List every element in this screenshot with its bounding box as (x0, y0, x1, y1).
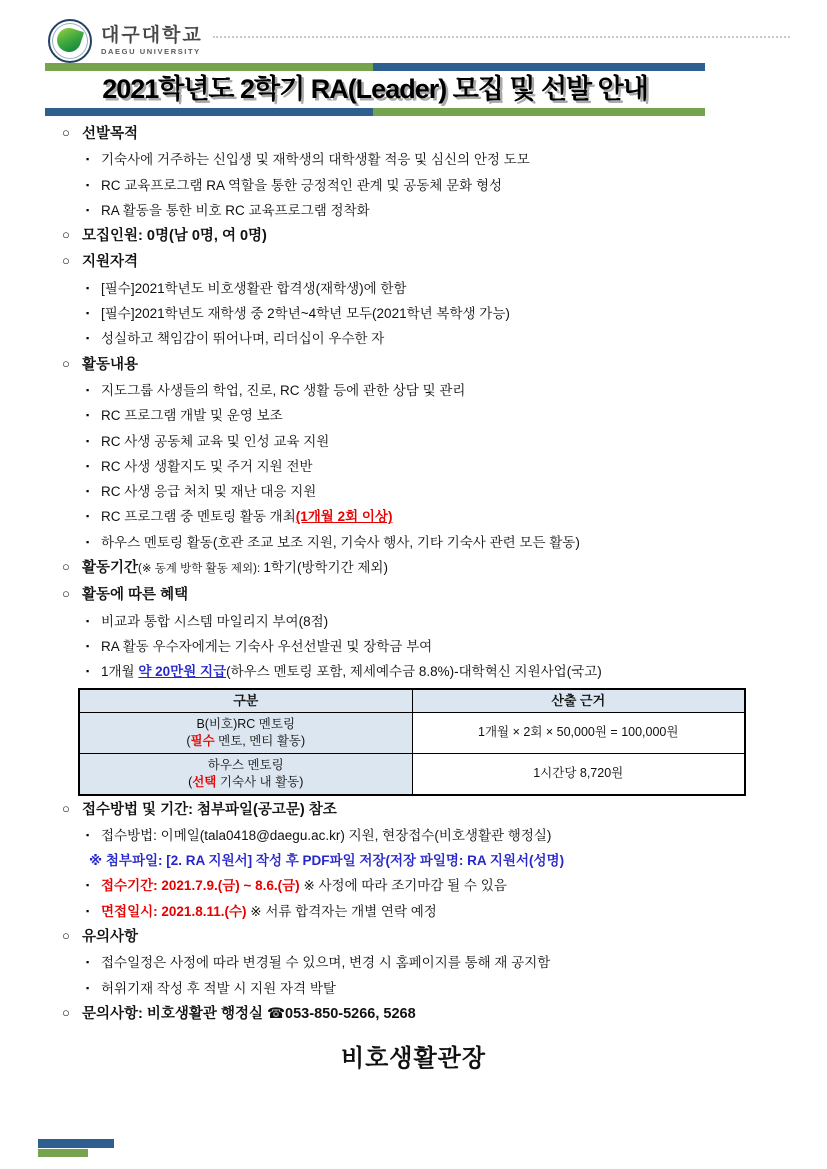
list-item: ▪ 성실하고 책임감이 뛰어나며, 리더십이 우수한 자 (62, 326, 754, 351)
bar-segment-blue (45, 108, 373, 116)
section-title-period: ○ 활동기간(※ 동계 방학 활동 제외): 1학기(방학기간 제외) (62, 555, 754, 582)
bar-segment-green (45, 63, 373, 71)
list-item: ▪ RC 사생 생활지도 및 주거 지원 전반 (62, 454, 754, 479)
square-bullet-icon: ▪ (86, 615, 90, 626)
square-bullet-icon: ▪ (86, 333, 90, 344)
table-cell-label: B(비호)RC 멘토링 (필수 멘토, 멘티 활동) (79, 712, 412, 753)
square-bullet-icon: ▪ (86, 410, 90, 421)
square-bullet-icon: ▪ (86, 204, 90, 215)
university-name: 대구대학교 (101, 25, 203, 47)
section-title-purpose: ○ 선발목적 (62, 121, 754, 147)
list-item-method: ▪ 접수방법: 이메일(tala0418@daegu.ac.kr) 지원, 현장접수(비호생활관 행정실) (62, 823, 754, 848)
university-wordmark (101, 26, 203, 56)
table-cell-label: 하우스 멘토링 (선택 기숙사 내 활동) (79, 753, 412, 795)
list-item-interview: ▪ 면접일시: 2021.8.11.(수) ※ 서류 합격자는 개별 연락 예정 (62, 899, 754, 924)
table-header-category: 구분 (79, 689, 412, 713)
section-title-contact: ○ 문의사항: 비호생활관 행정실 ☎053-850-5266, 5268 (62, 1001, 754, 1027)
list-item-mentoring: ▪ RC 프로그램 중 멘토링 활동 개최(1개월 2회 이상) (62, 504, 754, 529)
pay-amount-highlight: 약 20만원 지급 (138, 664, 227, 680)
section-title-benefits: ○ 활동에 따른 혜택 (62, 582, 754, 608)
attachment-note: ※ 첨부파일: [2. RA 지원서] 작성 후 PDF파일 저장(저장 파일명: RA 지원서(성명) (89, 853, 565, 869)
square-bullet-icon: ▪ (86, 957, 90, 968)
list-item-apply-period: ▪ 접수기간: 2021.7.9.(금) ~ 8.6.(금) ※ 사정에 따라 조기마감 될 수 있음 (62, 873, 754, 898)
square-bullet-icon: ▪ (86, 511, 90, 522)
footer-bar-blue (38, 1139, 114, 1148)
square-bullet-icon: ▪ (86, 179, 90, 190)
square-bullet-icon: ▪ (86, 435, 90, 446)
square-bullet-icon: ▪ (86, 460, 90, 471)
table-cell-value: 1시간당 8,720원 (412, 753, 745, 795)
letterhead (48, 20, 790, 62)
pay-calculation-table (78, 688, 746, 796)
square-bullet-icon: ▪ (86, 880, 90, 891)
list-item: ▪ RC 프로그램 개발 및 운영 보조 (62, 403, 754, 428)
square-bullet-icon: ▪ (86, 536, 90, 547)
square-bullet-icon: ▪ (86, 308, 90, 319)
university-name-en: DAEGU UNIVERSITY (101, 47, 201, 57)
list-item: ▪ 기숙사에 거주하는 신입생 및 재학생의 대학생활 적응 및 심신의 안정 도모 (62, 147, 754, 172)
square-bullet-icon: ▪ (86, 666, 90, 677)
square-bullet-icon: ▪ (86, 282, 90, 293)
list-item: ▪ [필수]2021학년도 비호생활관 합격생(재학생)에 한함 (62, 276, 754, 301)
document-body (62, 121, 754, 1027)
square-bullet-icon: ▪ (86, 829, 90, 840)
section-title-activities: ○ 활동내용 (62, 352, 754, 378)
signature: 비호생활관장 (340, 1045, 487, 1072)
period-value: 1학기(방학기간 제외) (263, 560, 388, 576)
list-item: ▪ RA 활동 우수자에게는 기숙사 우선선발권 및 장학금 부여 (62, 634, 754, 659)
optional-highlight: 선택 (192, 774, 217, 789)
table-header-row (79, 689, 745, 713)
leaf-icon (54, 25, 84, 55)
dotted-rule (213, 36, 790, 38)
list-item: ▪ [필수]2021학년도 재학생 중 2학년~4학년 모두(2021학년 복학생 가능) (62, 301, 754, 326)
list-item: ▪ 비교과 통합 시스템 마일리지 부여(8점) (62, 609, 754, 634)
circle-bullet-icon: ○ (62, 125, 70, 140)
university-logo-icon (48, 19, 92, 63)
title-bar-top (45, 63, 705, 71)
square-bullet-icon: ▪ (86, 640, 90, 651)
circle-bullet-icon: ○ (62, 586, 70, 602)
apply-period-highlight: 접수기간: 2021.7.9.(금) ~ 8.6.(금) (101, 878, 300, 894)
bar-segment-blue (373, 63, 705, 71)
square-bullet-icon: ▪ (86, 154, 90, 165)
circle-bullet-icon: ○ (62, 1004, 70, 1020)
circle-bullet-icon: ○ (62, 355, 70, 371)
period-note: (※ 동계 방학 활동 제외): (138, 563, 264, 576)
list-item: ▪ 허위기재 작성 후 적발 시 지원 자격 박탈 (62, 976, 754, 1001)
page-title: 2021학년도 2학기 RA(Leader) 모집 및 선발 안내 (102, 74, 648, 104)
square-bullet-icon: ▪ (86, 905, 90, 916)
circle-bullet-icon: ○ (62, 800, 70, 816)
circle-bullet-icon: ○ (62, 559, 70, 575)
circle-bullet-icon: ○ (62, 928, 70, 944)
table-row (79, 712, 745, 753)
title-bar-bottom (45, 108, 705, 116)
section-title-application: ○ 접수방법 및 기간: 첨부파일(공고문) 참조 (62, 797, 754, 823)
circle-bullet-icon: ○ (62, 227, 70, 243)
square-bullet-icon: ▪ (86, 982, 90, 993)
table-row (79, 753, 745, 795)
section-title-eligibility: ○ 지원자격 (62, 249, 754, 275)
list-item: ▪ RC 사생 공동체 교육 및 인성 교육 지원 (62, 429, 754, 454)
interview-date-highlight: 면접일시: 2021.8.11.(수) (101, 903, 247, 919)
list-item: ▪ 접수일정은 사정에 따라 변경될 수 있으며, 변경 시 홈페이지를 통해 재 공지함 (62, 950, 754, 975)
footer-bar-green (38, 1149, 88, 1157)
mentoring-frequency-highlight: (1개월 2회 이상) (295, 509, 393, 525)
list-item-pay: ▪ 1개월 약 20만원 지급(하우스 멘토링 포함, 제세예수금 8.8%)-대학혁신 지원사업(국고) (62, 659, 754, 684)
list-item: ▪ RA 활동을 통한 비호 RC 교육프로그램 정착화 (62, 198, 754, 223)
bar-segment-green (373, 108, 705, 116)
circle-bullet-icon: ○ (62, 253, 70, 269)
list-item: ▪ RC 사생 응급 처치 및 재난 대응 지원 (62, 479, 754, 504)
list-item: ▪ 지도그룹 사생들의 학업, 진로, RC 생활 등에 관한 상담 및 관리 (62, 378, 754, 403)
list-item: ▪ 하우스 멘토링 활동(호관 조교 보조 지원, 기숙사 행사, 기타 기숙사 관련 모든 활동) (62, 530, 754, 555)
table-header-basis: 산출 근거 (412, 689, 745, 713)
section-title-notes: ○ 유의사항 (62, 924, 754, 950)
list-item: ▪ RC 교육프로그램 RA 역할을 통한 긍정적인 관계 및 공동체 문화 형성 (62, 173, 754, 198)
section-title-quota: ○ 모집인원: 0명(남 0명, 여 0명) (62, 223, 754, 249)
square-bullet-icon: ▪ (86, 384, 90, 395)
required-highlight: 필수 (190, 733, 215, 748)
table-cell-value: 1개월 × 2회 × 50,000원 = 100,000원 (412, 712, 745, 753)
square-bullet-icon: ▪ (86, 486, 90, 497)
